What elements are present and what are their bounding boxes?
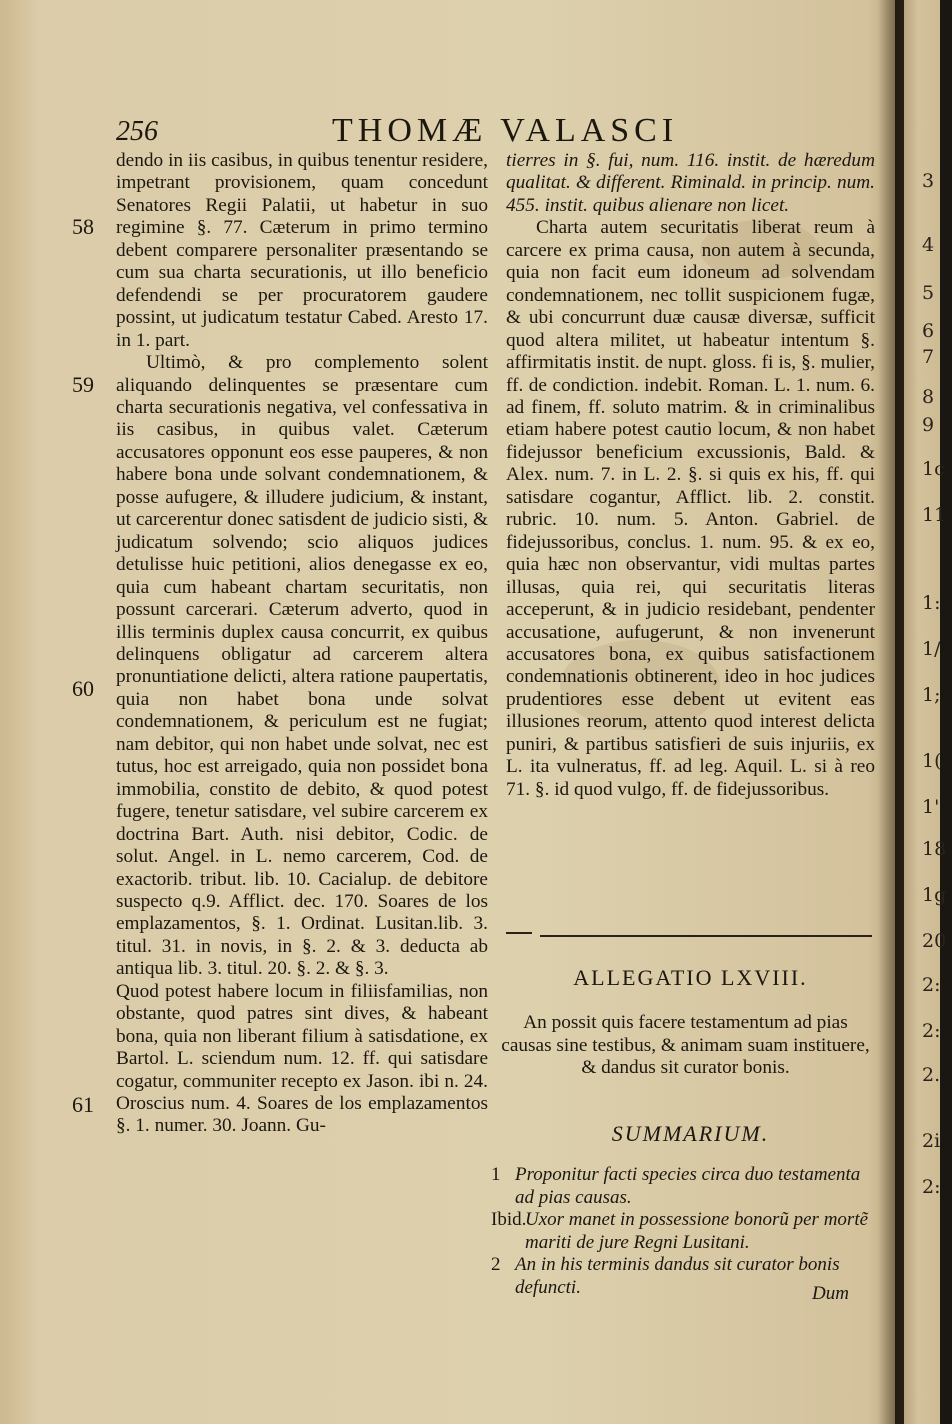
margin-number: 58 xyxy=(72,214,94,239)
facing-page-number: 1; xyxy=(922,684,941,706)
facing-page-number: 4 xyxy=(922,234,935,256)
body-paragraph: dendo in iis casibus, in quibus tenentur residere, impetrant provisionem, quam concedunt Senatores Regii Palatii, ut habetur in suo regimine §. 77. Cæterum in primo termino debent comparere personaliter præsentando se cum sua charta securationis, ut illo beneficio defendendi se per procuratorem gaudere possint, ut judicatum testatur Cabed. Aresto 17. in 1. part. xyxy=(116,150,488,351)
facing-page-number: 2i xyxy=(922,1130,941,1152)
facing-page-number: 1c xyxy=(922,458,945,480)
summary-item-text: An in his terminis dandus sit curator bonis defuncti. xyxy=(515,1254,840,1298)
facing-page-number: 3 xyxy=(922,170,935,192)
page-number: 256 xyxy=(116,116,158,147)
citation-paragraph: tierres in §. fui, num. 116. instit. de hæredum qualitat. & different. Riminald. in princip. num. 455. instit. quibus alienare non licet. xyxy=(506,150,875,216)
summary-item-number: Ibid. xyxy=(491,1209,527,1230)
facing-page-number: 7 xyxy=(922,346,935,368)
margin-number: 61 xyxy=(72,1092,94,1117)
catchword: Dum xyxy=(812,1283,849,1304)
facing-page-edge xyxy=(904,0,947,1424)
summary-item-number: 1 xyxy=(491,1164,501,1185)
margin-number: 60 xyxy=(72,676,94,701)
facing-page-number: 1g xyxy=(922,884,947,906)
facing-page-number: 1' xyxy=(922,796,940,818)
page-header xyxy=(112,112,752,152)
summary-item-text: Uxor manet in possessione bonorũ per mortẽ mariti de jure Regni Lusitani. xyxy=(525,1209,869,1253)
summary-item-number: 2 xyxy=(491,1254,501,1275)
body-paragraph: Ultimò, & pro complemento solent aliquando delinquentes se præsentare cum charta securationis negativa, vel confessativa in iis casibus, in quibus valet. Cæterum accusatores opponunt eos esse pauperes, & non habere bona unde solvant condemnationem, & posse aufugere, & illudere judicium, & instant, ut carcerentur donec satisdent de judicio sisti, & judicatum solvendo; scio aliquos judices detulisse huic petitioni, alios denegasse ex eo, quia cum habeant chartam securitatis, non possunt carcerari. Cæterum adverto, quod in illis terminis duplex causa concurrit, ex quibus delinquens obligatur ad carcerem altera pronuntiatione delicti, altera ratione paupertatis, quia non habet bona unde solvat condemnationem, & periculum est ne fugiat; nam debitor, qui non habet unde solvat, nec est tutus, hoc est arreigado, quia non possidet bona immobilia, constito de debito, & quod potest fugere, tenetur satisdare, vel subire carcerem ex doctrina Bart. Auth. nisi debitor, Codic. de solut. Angel. in L. nemo carcerem, Cod. de exactorib. tribut. lib. 10. Cacialup. de debitore suspecto q.9. Afflict. dec. 170. Soares de los emplazamentos, §. 1. Ordinat. Lusitan.lib. 3. titul. 31. in novis, in §. 2. & 3. deducta ab antiqua lib. 3. titul. 20. §. 2. & §. 3. xyxy=(116,352,488,980)
left-column xyxy=(116,150,488,1138)
facing-page-number: 5 xyxy=(922,282,935,304)
allegatio-description: An possit quis facere testamentum ad pias causas sine testibus, & animam suam instituere, & dandus sit curator bonis. xyxy=(501,1012,870,1078)
facing-page-number: 1/ xyxy=(922,638,941,660)
facing-page-number: 18 xyxy=(922,838,947,860)
divider-rule xyxy=(540,935,872,937)
margin-number: 59 xyxy=(72,372,94,397)
facing-page-number: 6 xyxy=(922,320,935,342)
allegatio-title: ALLEGATIO LXVIII. xyxy=(573,965,808,990)
facing-page-number: 8 xyxy=(922,386,935,408)
body-paragraph: Charta autem securitatis liberat reum à carcere ex prima causa, non autem à secunda, quia non facit eum idoneum ad solvendam condemnationem, nec tollit suspicionem fugæ, & ubi concurrunt duæ causæ diversæ, sufficit quod altera militet, ut habeatur intentum §. affirmitatis instit. de nupt. gloss. fi is, §. mulier, ff. de condiction. indebit. Roman. L. 1. num. 6. ad finem, ff. soluto matrim. & in criminalibus etiam habere potest cautio locum, & non habet fidejussor beneficium excussionis, Bald. & Alex. num. 7. in L. 2. §. si quis ex his, ff. qui satisdare cogantur, Afflict. lib. 2. constit. rubric. 10. num. 5. Anton. Gabriel. de fidejussoribus, conclus. 1. num. 95. & ex eo, quia hæc non observantur, vidi multas partes illusas, quia rei, qui securitatis literas acceperunt, & in judicio residebant, pendenter accusatione, aufugerunt, & non invenerunt accusatores bona, ex quibus satisfactionem condemnationis obtinerent, ideo in hoc judices prudentiores esse debent ut evitent eas illusiones reorum, attento quod interest delicta puniri, & partibus satisfieri de suis injuriis, ex L. ita vulneratus, ff. ad leg. Aquil. L. si à reo 71. §. id quod vulgo, ff. de fidejussoribus. xyxy=(506,217,875,800)
facing-page-number: 2: xyxy=(922,1176,941,1198)
right-column xyxy=(506,150,875,801)
summary-item xyxy=(491,1164,875,1209)
facing-page-number: 11 xyxy=(922,504,947,526)
facing-page-number: 1( xyxy=(922,750,942,772)
facing-page-number: 20 xyxy=(922,930,947,952)
facing-page-number: 2: xyxy=(922,1020,941,1042)
facing-page-number: 1: xyxy=(922,592,941,614)
summarium-title: SUMMARIUM. xyxy=(611,1121,770,1146)
body-paragraph: Quod potest habere locum in filiisfamilias, non obstante, quod patres sint dives, & habeant bona, quia non liberant filium à satisdatione, ex Bartol. L. sciendum num. 12. ff. qui satisdare cogatur, communiter recepto ex Jason. ibi n. 24. Oroscius num. 4. Soares de los emplazamentos §. 1. numer. 30. Joann. Gu- xyxy=(116,980,488,1137)
facing-page-number: 9 xyxy=(922,414,935,436)
summarium-list xyxy=(491,1164,875,1299)
facing-page-number: 2: xyxy=(922,974,941,996)
facing-page-number: 2. xyxy=(922,1064,941,1086)
summary-item-text: Proponitur facti species circa duo testamenta ad pias causas. xyxy=(515,1164,861,1208)
running-title: THOMÆ VALASCI xyxy=(332,112,679,149)
summary-item xyxy=(491,1209,875,1254)
divider-rule xyxy=(506,932,532,934)
